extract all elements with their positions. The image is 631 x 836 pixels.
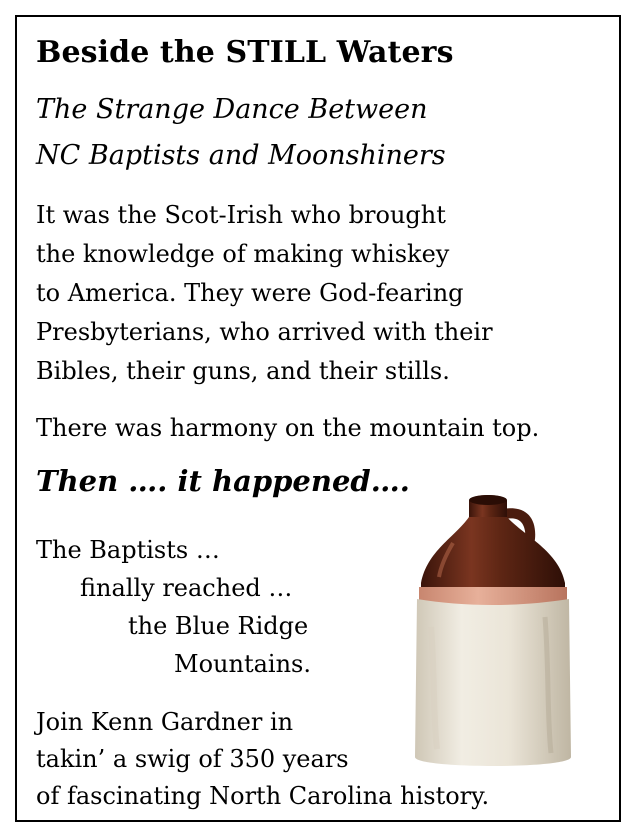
- join-line: of fascinating North Carolina history.: [36, 782, 490, 810]
- flyer-title: Beside the STILL Waters: [36, 35, 454, 70]
- subtitle-line: The Strange Dance Between: [36, 94, 428, 125]
- staircase-line: finally reached …: [80, 574, 293, 602]
- intro-paragraph: [36, 196, 493, 391]
- then-heading: Then …. it happened….: [36, 464, 410, 498]
- flyer-card: [15, 15, 621, 822]
- intro-line: the knowledge of making whiskey: [36, 240, 450, 268]
- intro-line: to America. They were God-fearing: [36, 279, 464, 307]
- intro-line: Presbyterians, who arrived with their: [36, 318, 493, 346]
- staircase-line: The Baptists …: [36, 536, 220, 564]
- subtitle-line: NC Baptists and Moonshiners: [36, 140, 446, 171]
- staircase-line: Mountains.: [174, 650, 311, 678]
- staircase-line: the Blue Ridge: [128, 612, 309, 640]
- harmony-paragraph: There was harmony on the mountain top.: [36, 414, 540, 442]
- join-line: Join Kenn Gardner in: [36, 708, 294, 736]
- moonshine-jug-image: [395, 487, 577, 777]
- flyer-subtitle: [36, 87, 446, 179]
- intro-line: It was the Scot-Irish who brought: [36, 201, 446, 229]
- join-line: takin’ a swig of 350 years: [36, 745, 349, 773]
- jug-shoulder: [421, 517, 565, 591]
- intro-line: Bibles, their guns, and their stills.: [36, 357, 450, 385]
- baptists-staircase-text: [36, 531, 311, 683]
